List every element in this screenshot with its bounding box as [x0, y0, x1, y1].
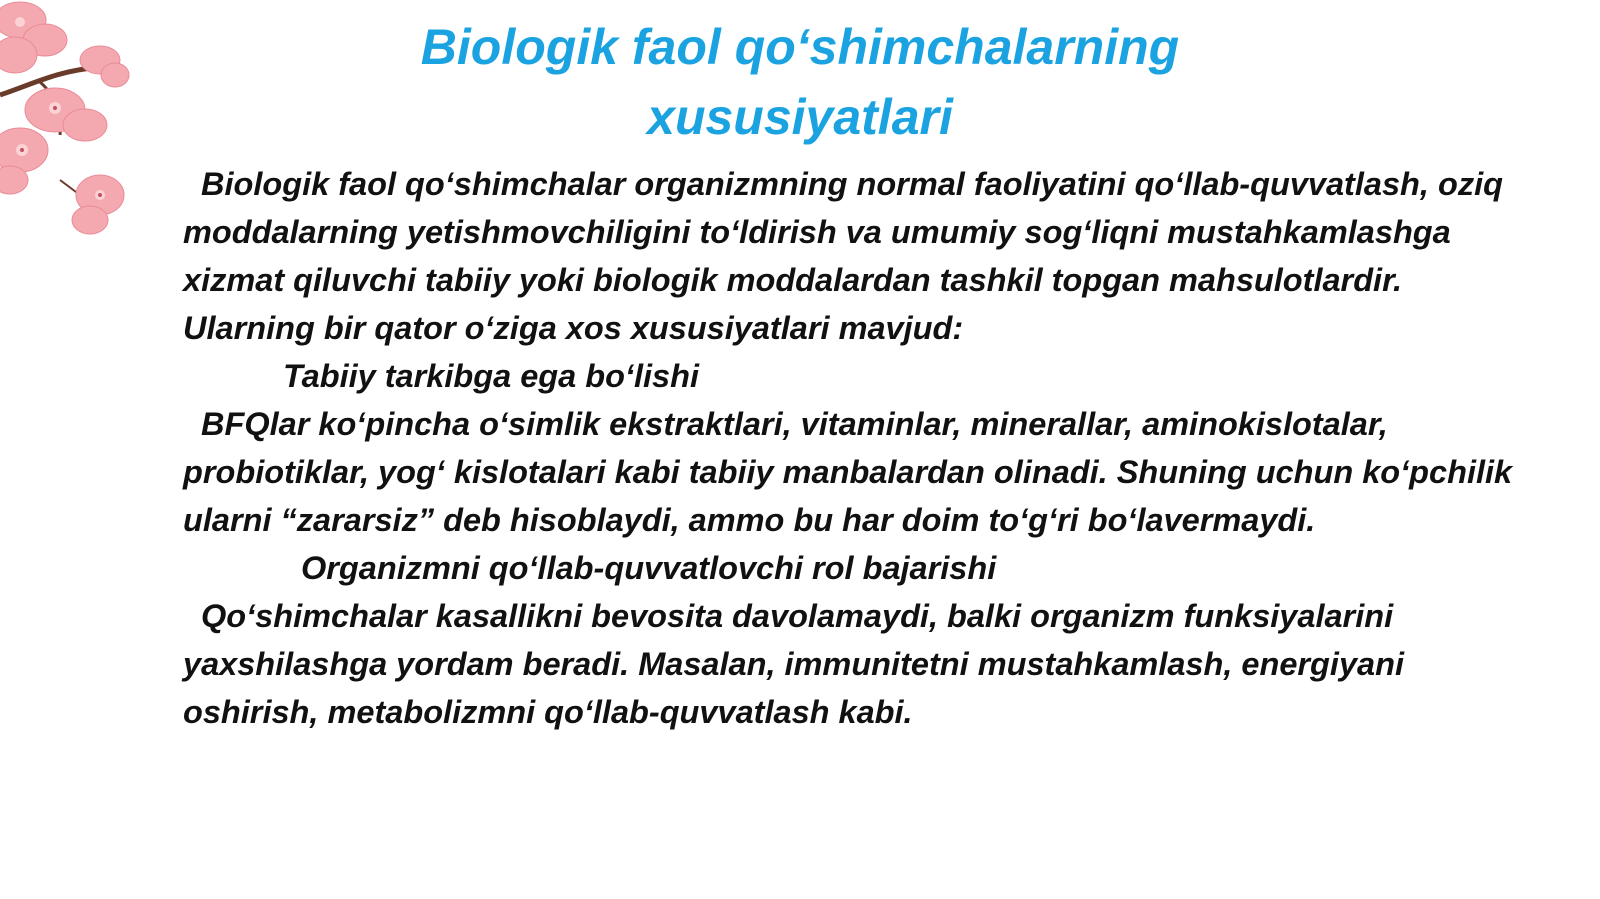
title-line-2: xususiyatlari	[647, 89, 953, 145]
slide-body	[183, 160, 1523, 736]
section-2-heading: Organizmni qo‘llab-quvvatlovchi rol bajarishi	[301, 550, 997, 586]
cherry-blossom-icon	[0, 0, 140, 250]
section-2-paragraph: Qo‘shimchalar kasallikni bevosita davolamaydi, balki organizm funksiyalarini yaxshilashga yordam beradi. Masalan, immunitetni mustahkamlash, energiyani oshirish, metabolizmni qo‘llab-quvvatlash kabi.	[183, 598, 1404, 730]
slide-title	[300, 12, 1300, 152]
intro-paragraph: Biologik faol qo‘shimchalar organizmning normal faoliyatini qo‘llab-quvvatlash, oziq moddalarning yetishmovchiligini to‘ldirish va umumiy sog‘liqni mustahkamlashga xizmat qiluvchi tabiiy yoki biologik moddalardan tashkil topgan mahsulotlardir. Ularning bir qator o‘ziga xos xususiyatlari mavjud:	[183, 166, 1503, 346]
section-1-heading: Tabiiy tarkibga ega bo‘lishi	[283, 358, 699, 394]
section-1-paragraph: BFQlar ko‘pincha o‘simlik ekstraktlari, vitaminlar, minerallar, aminokislotalar, probiotiklar, yog‘ kislotalari kabi tabiiy manbalardan olinadi. Shuning uchun ko‘pchilik ularni “zararsiz” deb hisoblaydi, ammo bu har doim to‘g‘ri bo‘lavermaydi.	[183, 406, 1513, 538]
title-line-1: Biologik faol qo‘shimchalarning	[420, 19, 1180, 75]
